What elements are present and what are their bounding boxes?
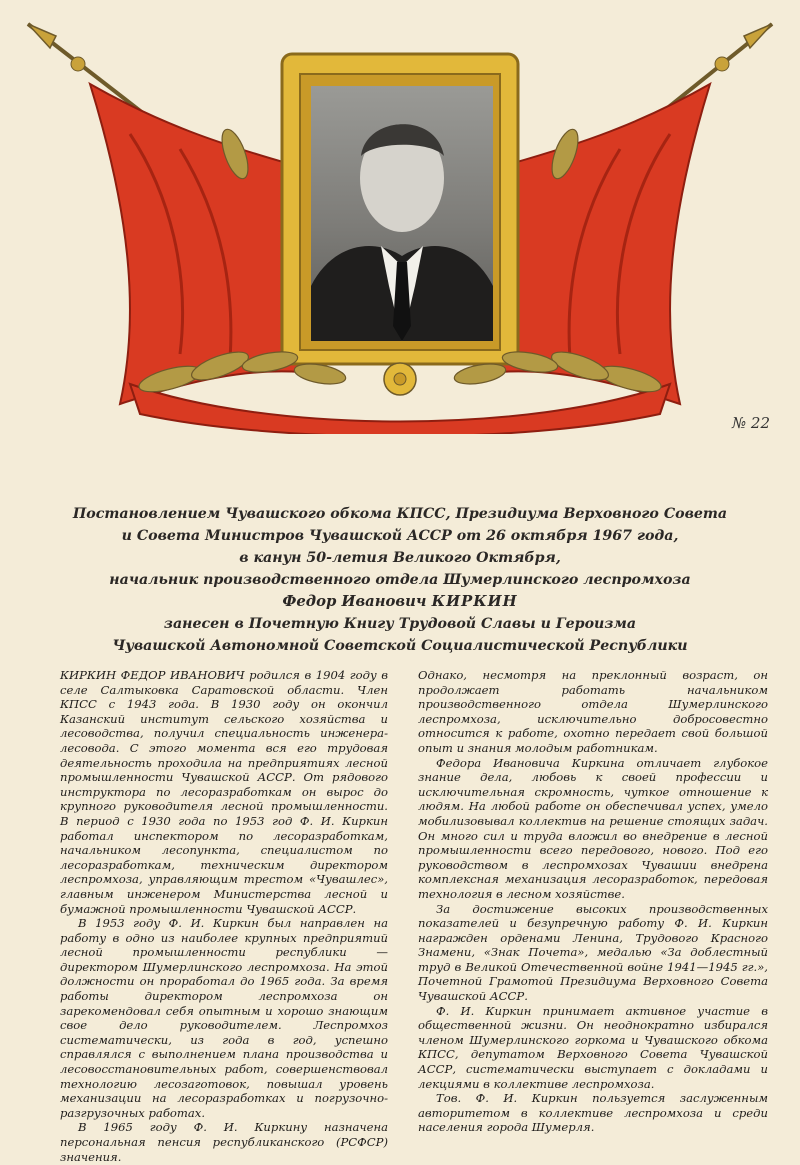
biography-right-column [418,668,768,1135]
biography-paragraph: В 1953 году Ф. И. Киркин был направлен на работу в одно из наиболее крупных предприятий лесной промышленности республики — директором Шумерлинского леспромхоза. На этой должности он проработал до 1965 года. За время работы директором леспромхоза он зарекомендовал себя опытным и хорошо знающим свое дело руководителем. Леспромхоз систематически, из года в год, успешно справлялся с выполнением плана производства и лесовосстановительных работ, совершенствовал технологию лесозаготовок, повышал уровень механизации на лесоразработках и погрузочно-разгрузочных работах. [60,916,388,1120]
left-pole-tip [28,24,56,48]
decree-line: начальник производственного отдела Шумерлинского леспромхоза [109,572,691,588]
biography-paragraph: За достижение высоких производственных показателей и безупречную работу Ф. И. Киркин награжден орденами Ленина, Трудового Красного Знамени, «Знак Почета», медалью «За доблестный труд в Великой Отечественной войне 1941—1945 гг.», Почетной Грамотой Президиума Верховного Совета Чувашской АССР. [418,901,768,1004]
star-emblem-icon [71,57,85,71]
biography-paragraph: Ф. И. Киркин принимает активное участие в общественной жизни. Он неоднократно избирался членом Шумерлинского горкома и Чувашского обкома КПСС, депутатом Верховного Совета Чувашской АССР, систематически выступает с докладами и лекциями в коллективе леспромхоза. [418,1003,768,1091]
biography-paragraph: В 1965 году Ф. И. Киркину назначена персональная пенсия республиканского (РСФСР) значения. [60,1120,388,1164]
honoree-surname: КИРКИН [431,593,518,610]
right-pole-tip [744,24,772,48]
decree-text [40,503,760,657]
record-number: № 22 [731,414,770,432]
decree-line: и Совета Министров Чувашской АССР от 26 октября 1967 года, [121,528,679,544]
biography-paragraph: Однако, несмотря на преклонный возраст, он продолжает работать начальником производственного отдела Шумерлинского леспромхоза, исключительно добросовестно относится к работе, охотно передает свой большой опыт и знания молодым работникам. [418,668,768,755]
decree-line: Постановлением Чувашского обкома КПСС, Президиума Верховного Совета [72,506,728,522]
decree-line: Чувашской Автономной Советской Социалистической Республики [112,638,688,654]
biography-paragraph: Тов. Ф. И. Киркин пользуется заслуженным авторитетом в коллективе леспромхоза и среди населения города Шумерля. [418,1091,768,1135]
biography-paragraph: Федора Ивановича Киркина отличает глубокое знание дела, любовь к своей профессии и исключительная скромность, чуткое отношение к людям. На любой работе он обеспечивал успех, умело мобилизовывал коллектив на решение стоящих задач. Он много сил и труда вложил во внедрение в лесной промышленности всего передового, нового. Под его руководством в леспромхозах Чувашии внедрена комплексная механизация лесоразработок, передовая технология в лесном хозяйстве. [418,755,768,901]
hammer-sickle-icon [715,57,729,71]
honoree-first-name: Федор Иванович [282,593,427,610]
decree-line: занесен в Почетную Книгу Трудовой Славы и Героизма [163,616,637,632]
honoree-name [40,591,760,613]
portrait-photo [311,86,493,341]
biography-left-column [60,668,388,1164]
decree-line: в канун 50-летия Великого Октября, [239,550,561,566]
rosette-icon [384,363,416,395]
biography-paragraph: КИРКИН ФЕДОР ИВАНОВИЧ родился в 1904 году в селе Салтыковка Саратовской области. Член КПСС с 1943 года. В 1930 году он окончил Казанский институт сельского хозяйства и лесоводства, получил специальность инженера-лесовода. С этого момента вся его трудовая деятельность проходила на предприятиях лесной промышленности Чувашской АССР. От рядового инструктора по лесоразработкам он вырос до крупного руководителя лесной промышленности. В период с 1930 года по 1953 год Ф. И. Киркин работал инспектором по лесоразработкам, начальником лесопункта, специалистом по лесоразработкам, техническим директором леспромхоза, управляющим трестом «Чувашлес», главным инженером Министерства лесной и бумажной промышленности Чувашской АССР. [60,668,388,916]
